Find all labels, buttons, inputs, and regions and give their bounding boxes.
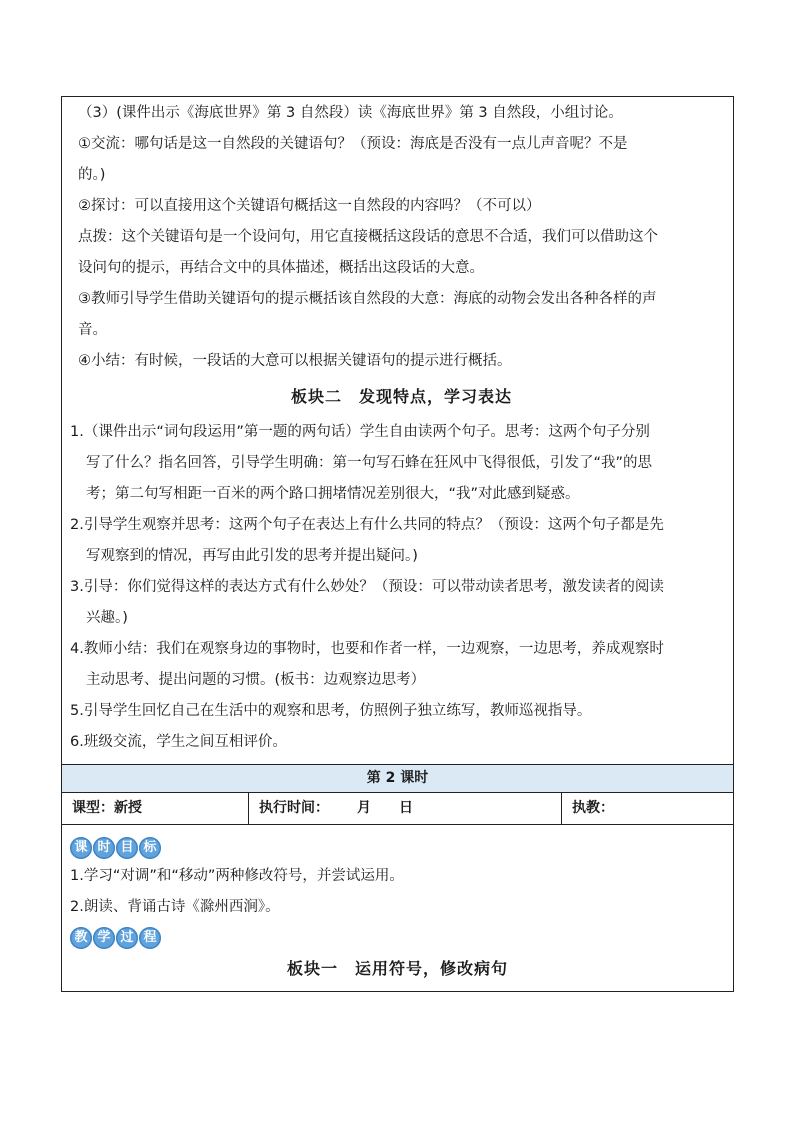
badge-char: 学 [93,927,115,949]
list-item [70,572,725,634]
content-cell-bottom [62,825,734,992]
section-heading: 板块一 运用符号，修改病句 [287,959,509,978]
section-heading: 板块二 发现特点，学习表达 [291,387,513,406]
list-item-text: 1.（课件出示“词句段运用”第一题的两句话）学生自由读两个句子。思考：这两个句子分别 [70,424,650,440]
badge-char: 过 [116,927,138,949]
list-item [70,417,725,510]
text-line: 的。) [78,167,106,183]
list-item-text: 主动思考、提出问题的习惯。(板书：边观察边思考） [86,672,426,688]
lesson-type: 课型：新授 [72,800,142,816]
text-line: ①交流：哪句话是这一自然段的关键语句？（预设：海底是否没有一点儿声音呢？不是 [78,136,628,152]
teaching-process-badge [70,927,161,949]
text-line: 音。 [78,322,107,338]
list-item-text: 兴趣。) [86,610,128,626]
list-item [70,510,725,572]
teacher-cell [562,793,734,825]
content-cell-top [62,97,734,765]
list-item-text: 4.教师小结：我们在观察身边的事物时，也要和作者一样，一边观察，一边思考，养成观察时 [70,641,664,657]
list-item-text: 5.引导学生回忆自己在生活中的观察和思考，仿照例子独立练写，教师巡视指导。 [70,703,592,719]
lesson-plan-table [61,96,734,992]
list-item-text: 6.班级交流，学生之间互相评价。 [70,734,287,750]
badge-char: 课 [70,837,92,859]
month-label: 月 [357,800,371,816]
goal-item: 2.朗读、背诵古诗《滁州西涧》。 [70,899,280,915]
teacher-label: 执教： [572,800,614,816]
text-line: 设问句的提示，再结合文中的具体描述，概括出这段话的大意。 [78,260,484,276]
badge-char: 标 [139,837,161,859]
badge-char: 教 [70,927,92,949]
list-item-text: 写了什么？指名回答，引导学生明确：第一句写石蜂在狂风中飞得很低，引发了“我”的思 [86,455,653,471]
goal-item: 1.学习“对调”和“移动”两种修改符号，并尝试运用。 [70,868,404,884]
text-line: 点拨：这个关键语句是一个设问句，用它直接概括这段话的意思不合适，我们可以借助这个 [78,229,658,245]
text-line: ③教师引导学生借助关键语句的提示概括该自然段的大意：海底的动物会发出各种各样的声 [78,291,657,307]
list-item [70,696,725,727]
list-item-text: 2.引导学生观察并思考：这两个句子在表达上有什么共同的特点？（预设：这两个句子都是先 [70,517,664,533]
list-item [70,634,725,696]
list-item-text: 考；第二句写相距一百米的两个路口拥堵情况差别很大，“我”对此感到疑惑。 [86,486,580,502]
day-label: 日 [399,800,413,816]
lesson-type-cell [62,793,249,825]
lesson-plan-page [61,96,733,992]
lesson-goals-badge [70,837,161,859]
list-item [70,727,725,758]
list-item-text: 3.引导：你们觉得这样的表达方式有什么妙处？（预设：可以带动读者思考，激发读者的阅读 [70,579,664,595]
badge-char: 目 [116,837,138,859]
execution-time [249,793,561,824]
execution-time-label: 执行时间： [259,800,329,816]
text-line: ②探讨：可以直接用这个关键语句概括这一自然段的内容吗？（不可以） [78,198,541,214]
execution-time-cell [249,793,562,825]
badge-char: 时 [93,837,115,859]
badge-char: 程 [139,927,161,949]
text-line: （3）(课件出示《海底世界》第 3 自然段）读《海底世界》第 3 自然段，小组讨论。 [78,105,623,121]
session-header: 第 2 课时 [62,765,734,793]
text-line: ④小结：有时候，一段话的大意可以根据关键语句的提示进行概括。 [78,353,512,369]
list-item-text: 写观察到的情况，再写由此引发的思考并提出疑问。) [86,548,418,564]
